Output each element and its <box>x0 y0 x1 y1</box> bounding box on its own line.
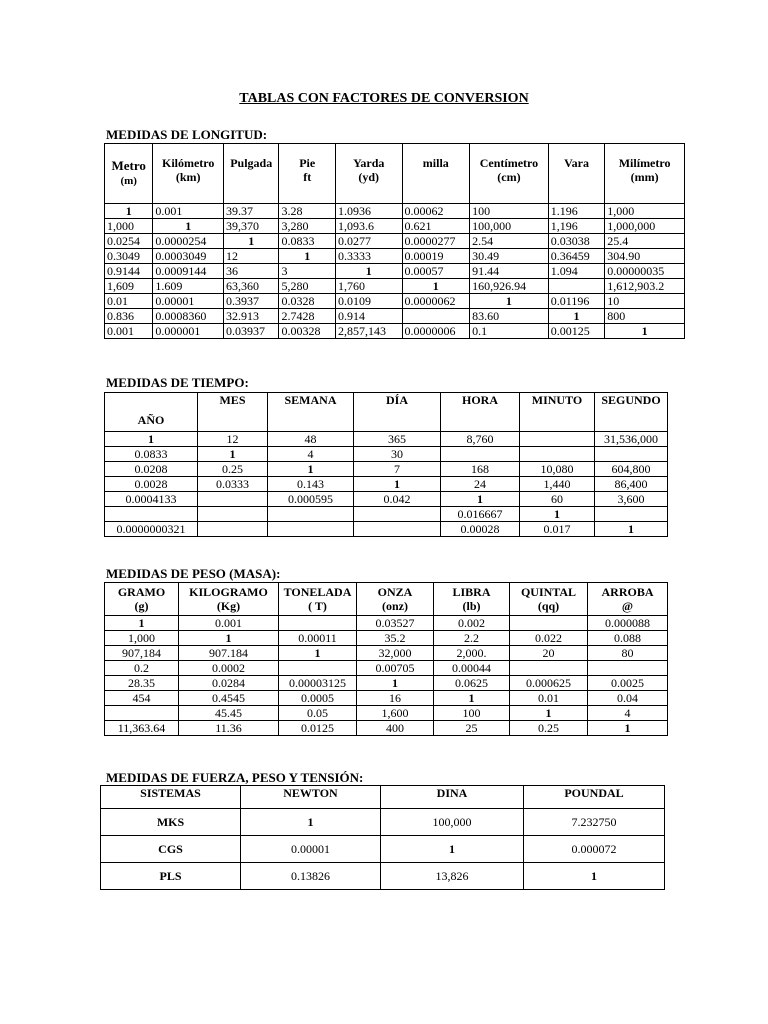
table-cell: 1 <box>335 264 402 279</box>
table-cell: 1 <box>548 309 604 324</box>
header-unit: (lb) <box>462 599 481 613</box>
table-row <box>105 234 685 249</box>
section-tiempo-title: MEDIDAS DE TIEMPO: <box>106 375 249 390</box>
table-cell: 5,280 <box>279 279 335 294</box>
table-cell: 0.0333 <box>198 477 268 492</box>
header-cell <box>153 144 224 204</box>
table-cell: 168 <box>441 462 520 477</box>
table-cell: 0.0125 <box>279 721 357 736</box>
table-cell: 39.37 <box>224 204 279 219</box>
table-cell: 0.9144 <box>105 264 153 279</box>
table-cell: 0.0000277 <box>402 234 470 249</box>
table-cell: 25 <box>434 721 510 736</box>
table-cell: 83.60 <box>470 309 549 324</box>
table-cell <box>548 279 604 294</box>
table-cell: 1 <box>520 507 595 522</box>
table-cell: 0.621 <box>402 219 470 234</box>
table-cell: 1,000,000 <box>605 219 685 234</box>
table-cell: 2.2 <box>434 631 510 646</box>
table-cell: 1,093.6 <box>335 219 402 234</box>
table-cell: 0.914 <box>335 309 402 324</box>
table-cell <box>402 309 470 324</box>
header-label: Metro <box>111 158 146 173</box>
table-tiempo <box>104 392 668 537</box>
table-cell: 0.0000254 <box>153 234 224 249</box>
table-cell: 63,360 <box>224 279 279 294</box>
table-cell: 7 <box>354 462 441 477</box>
table-cell: 0.25 <box>510 721 588 736</box>
table-cell: 1 <box>402 279 470 294</box>
header-label: Kilómetro <box>161 156 215 170</box>
table-cell: 1 <box>105 432 198 447</box>
table-cell <box>520 432 595 447</box>
table-cell: 10 <box>605 294 685 309</box>
table-cell <box>268 522 354 537</box>
header-cell: MINUTO <box>520 393 595 432</box>
table-cell: 11.36 <box>179 721 279 736</box>
header-cell: SEGUNDO <box>595 393 668 432</box>
table-row <box>101 809 665 836</box>
table-cell: 3,280 <box>279 219 335 234</box>
table-cell: 0.836 <box>105 309 153 324</box>
table-cell: 1 <box>595 522 668 537</box>
table-cell: 0.016667 <box>441 507 520 522</box>
table-cell <box>510 616 588 631</box>
table-cell: 13,826 <box>381 863 524 890</box>
table-cell: 0.017 <box>520 522 595 537</box>
table-cell: 1,000 <box>105 219 153 234</box>
table-cell: 0.000625 <box>510 676 588 691</box>
table-cell: 1 <box>524 863 665 890</box>
table-cell: 0.001 <box>153 204 224 219</box>
header-cell <box>279 144 335 204</box>
table-cell: 36 <box>224 264 279 279</box>
table-cell: 30.49 <box>470 249 549 264</box>
table-cell: 0.0625 <box>434 676 510 691</box>
header-cell <box>434 583 510 616</box>
table-cell: 12 <box>224 249 279 264</box>
table-cell: 35.2 <box>357 631 434 646</box>
table-fuerza <box>100 785 665 890</box>
table-cell: 48 <box>268 432 354 447</box>
table-cell: 1 <box>241 809 381 836</box>
header-unit: (mm) <box>630 170 659 184</box>
table-cell: 0.001 <box>179 616 279 631</box>
table-cell: 0.13826 <box>241 863 381 890</box>
header-unit: (onz) <box>382 599 408 613</box>
table-cell: 3.28 <box>279 204 335 219</box>
table-cell: 100,000 <box>470 219 549 234</box>
table-cell: 0.1 <box>470 324 549 339</box>
header-cell <box>224 144 279 204</box>
table-cell: 1 <box>381 836 524 863</box>
section-fuerza-title: MEDIDAS DE FUERZA, PESO Y TENSIÓN: <box>106 770 364 785</box>
header-unit: ( T) <box>308 599 327 613</box>
header-cell <box>279 583 357 616</box>
table-cell: 7.232750 <box>524 809 665 836</box>
table-cell: 0.0277 <box>335 234 402 249</box>
table-cell <box>588 661 668 676</box>
table-cell: 91.44 <box>470 264 549 279</box>
table-cell: 86,400 <box>595 477 668 492</box>
table-cell: 20 <box>510 646 588 661</box>
table-cell: 8,760 <box>441 432 520 447</box>
table-cell: 0.01 <box>510 691 588 706</box>
header-label: Milímetro <box>618 156 671 170</box>
table-cell: 0.01196 <box>548 294 604 309</box>
table-cell: 1 <box>354 477 441 492</box>
table-cell: MKS <box>101 809 241 836</box>
table-cell: 365 <box>354 432 441 447</box>
table-cell: 45.45 <box>179 706 279 721</box>
table-cell: 0.05 <box>279 706 357 721</box>
table-cell: 0.03527 <box>357 616 434 631</box>
header-cell <box>402 144 470 204</box>
table-cell: 1 <box>224 234 279 249</box>
table-cell: 304.90 <box>605 249 685 264</box>
table-cell: 1.094 <box>548 264 604 279</box>
table-cell: 3 <box>279 264 335 279</box>
table-cell: 1 <box>434 691 510 706</box>
table-cell: 11,363.64 <box>105 721 179 736</box>
page-title: TABLAS CON FACTORES DE CONVERSION <box>239 91 529 106</box>
table-cell: 25.4 <box>605 234 685 249</box>
table-cell: 0.00001 <box>153 294 224 309</box>
header-label: Pulgada <box>230 156 273 170</box>
header-label: GRAMO <box>117 585 166 599</box>
table-row <box>105 432 668 447</box>
header-cell: MES <box>198 393 268 432</box>
header-cell: POUNDAL <box>524 786 665 809</box>
table-cell: 100 <box>470 204 549 219</box>
table-cell <box>520 447 595 462</box>
table-row <box>105 279 685 294</box>
table-cell: 1,196 <box>548 219 604 234</box>
table-cell: 0.0833 <box>279 234 335 249</box>
table-row <box>105 204 685 219</box>
table-row <box>105 249 685 264</box>
table-cell: 1 <box>105 204 153 219</box>
table-row <box>105 721 668 736</box>
table-cell: 604,800 <box>595 462 668 477</box>
table-cell: 1 <box>357 676 434 691</box>
header-label: ARROBA <box>601 585 654 599</box>
table-cell: 1 <box>279 646 357 661</box>
table-cell: 0.0002 <box>179 661 279 676</box>
table-cell: 907.184 <box>179 646 279 661</box>
table-longitud <box>104 143 685 339</box>
table-cell: 1 <box>605 324 685 339</box>
header-cell: DÍA <box>354 393 441 432</box>
table-cell: 100,000 <box>381 809 524 836</box>
table-row <box>105 646 668 661</box>
table-cell: 0.0004133 <box>105 492 198 507</box>
table-row <box>105 522 668 537</box>
table-cell: 0.00044 <box>434 661 510 676</box>
header-cell <box>548 144 604 204</box>
table-cell: 12 <box>198 432 268 447</box>
table-cell: 4 <box>588 706 668 721</box>
table-cell <box>595 507 668 522</box>
table-cell: 0.2 <box>105 661 179 676</box>
table-cell: 39,370 <box>224 219 279 234</box>
table-cell: 0.04 <box>588 691 668 706</box>
table-cell: 0.01 <box>105 294 153 309</box>
table-cell: 0.0008360 <box>153 309 224 324</box>
table-cell: 1,609 <box>105 279 153 294</box>
table-cell: 2.54 <box>470 234 549 249</box>
table-cell: 0.00028 <box>441 522 520 537</box>
table-cell <box>198 507 268 522</box>
table-row <box>105 661 668 676</box>
header-cell <box>105 583 179 616</box>
table-cell: 32,000 <box>357 646 434 661</box>
table-cell: 0.000072 <box>524 836 665 863</box>
header-cell: DINA <box>381 786 524 809</box>
header-unit: ft <box>303 170 312 184</box>
header-cell: AÑO <box>105 393 198 432</box>
table-cell <box>198 492 268 507</box>
header-cell <box>510 583 588 616</box>
table-cell: 0.03038 <box>548 234 604 249</box>
header-label: TONELADA <box>283 585 352 599</box>
table-cell: 0.0000000321 <box>105 522 198 537</box>
table-cell: 0.0003049 <box>153 249 224 264</box>
table-cell: 0.0284 <box>179 676 279 691</box>
table-cell: 0.00057 <box>402 264 470 279</box>
table-cell: 28.35 <box>105 676 179 691</box>
table-cell: 0.0109 <box>335 294 402 309</box>
table-cell: 2.7428 <box>279 309 335 324</box>
header-label: Centímetro <box>479 156 539 170</box>
table-cell <box>354 507 441 522</box>
table-cell: 30 <box>354 447 441 462</box>
table-row <box>105 676 668 691</box>
table-cell: 0.0208 <box>105 462 198 477</box>
table-cell: 1 <box>179 631 279 646</box>
header-label: milla <box>422 156 449 170</box>
table-cell: 0.00062 <box>402 204 470 219</box>
table-cell: 800 <box>605 309 685 324</box>
table-cell: CGS <box>101 836 241 863</box>
table-row <box>105 324 685 339</box>
table-cell: 1 <box>198 447 268 462</box>
table-cell: 1.609 <box>153 279 224 294</box>
table-cell: 0.143 <box>268 477 354 492</box>
table-cell: 3,600 <box>595 492 668 507</box>
table-cell <box>279 616 357 631</box>
table-cell <box>105 507 198 522</box>
table-row <box>105 462 668 477</box>
header-unit: (g) <box>134 599 149 613</box>
table-cell: 0.0028 <box>105 477 198 492</box>
header-cell <box>588 583 668 616</box>
table-row <box>105 631 668 646</box>
table-cell <box>354 522 441 537</box>
table-cell: 1 <box>105 616 179 631</box>
table-cell: 0.3937 <box>224 294 279 309</box>
table-cell: 160,926.94 <box>470 279 549 294</box>
table-cell: 0.00003125 <box>279 676 357 691</box>
table-cell: 1,000 <box>605 204 685 219</box>
table-cell: 24 <box>441 477 520 492</box>
section-longitud-title: MEDIDAS DE LONGITUD: <box>106 127 268 142</box>
table-cell: 60 <box>520 492 595 507</box>
table-cell: 0.0000006 <box>402 324 470 339</box>
table-cell <box>198 522 268 537</box>
header-cell <box>179 583 279 616</box>
header-label: KILOGRAMO <box>189 585 268 599</box>
table-row <box>105 219 685 234</box>
table-cell: 0.4545 <box>179 691 279 706</box>
table-row <box>105 706 668 721</box>
header-cell: SISTEMAS <box>101 786 241 809</box>
table-row <box>105 294 685 309</box>
table-cell: 2,857,143 <box>335 324 402 339</box>
table-cell: 1,600 <box>357 706 434 721</box>
table-cell: 1 <box>588 721 668 736</box>
table-cell: 1,440 <box>520 477 595 492</box>
table-cell: 0.0009144 <box>153 264 224 279</box>
table-cell: 0.022 <box>510 631 588 646</box>
table-row <box>105 264 685 279</box>
header-unit: (Kg) <box>216 599 241 613</box>
header-cell: HORA <box>441 393 520 432</box>
header-label: Vara <box>564 156 589 170</box>
header-cell <box>605 144 685 204</box>
table-cell <box>268 507 354 522</box>
table-cell: 0.00000035 <box>605 264 685 279</box>
table-cell: 1 <box>279 249 335 264</box>
header-unit: (m) <box>120 175 137 187</box>
table-row <box>105 477 668 492</box>
table-row <box>101 836 665 863</box>
table-cell: 0.0833 <box>105 447 198 462</box>
table-cell: 1.0936 <box>335 204 402 219</box>
table-cell: 4 <box>268 447 354 462</box>
table-cell: 1,000 <box>105 631 179 646</box>
header-label: Yarda <box>353 156 385 170</box>
table-cell: 0.0005 <box>279 691 357 706</box>
header-label: QUINTAL <box>520 585 577 599</box>
table-row <box>105 492 668 507</box>
table-cell: 0.042 <box>354 492 441 507</box>
table-row <box>101 863 665 890</box>
table-cell <box>279 661 357 676</box>
table-cell: 31,536,000 <box>595 432 668 447</box>
table-cell: 0.00125 <box>548 324 604 339</box>
table-cell: 907,184 <box>105 646 179 661</box>
table-row <box>105 309 685 324</box>
table-cell: PLS <box>101 863 241 890</box>
table-cell: 0.088 <box>588 631 668 646</box>
header-unit: @ <box>621 599 634 613</box>
table-cell: 1 <box>470 294 549 309</box>
table-cell: 0.00019 <box>402 249 470 264</box>
section-peso-title: MEDIDAS DE PESO (MASA): <box>106 566 281 581</box>
table-cell: 1.196 <box>548 204 604 219</box>
table-row <box>105 616 668 631</box>
table-cell: 10,080 <box>520 462 595 477</box>
header-cell <box>470 144 549 204</box>
header-cell <box>105 144 153 204</box>
header-cell: NEWTON <box>241 786 381 809</box>
table-cell: 1,760 <box>335 279 402 294</box>
table-peso <box>104 582 668 736</box>
table-row <box>105 447 668 462</box>
table-cell: 16 <box>357 691 434 706</box>
header-label: ONZA <box>377 585 413 599</box>
table-cell: 80 <box>588 646 668 661</box>
table-cell: 1,612,903.2 <box>605 279 685 294</box>
table-cell: 0.0254 <box>105 234 153 249</box>
table-cell: 1 <box>441 492 520 507</box>
table-cell: 0.00328 <box>279 324 335 339</box>
table-cell: 2,000. <box>434 646 510 661</box>
table-cell: 32.913 <box>224 309 279 324</box>
header-cell: SEMANA <box>268 393 354 432</box>
table-cell: 0.36459 <box>548 249 604 264</box>
table-cell <box>441 447 520 462</box>
table-cell <box>105 706 179 721</box>
table-cell: 0.03937 <box>224 324 279 339</box>
header-unit: (km) <box>175 170 201 184</box>
table-cell: 0.25 <box>198 462 268 477</box>
table-cell: 0.3049 <box>105 249 153 264</box>
header-cell <box>357 583 434 616</box>
table-cell: 400 <box>357 721 434 736</box>
table-cell: 0.002 <box>434 616 510 631</box>
header-label: LIBRA <box>452 585 491 599</box>
table-cell: 0.00705 <box>357 661 434 676</box>
header-cell <box>335 144 402 204</box>
table-cell: 454 <box>105 691 179 706</box>
header-unit: (yd) <box>358 170 380 184</box>
table-row <box>105 691 668 706</box>
table-cell <box>595 447 668 462</box>
table-cell: 0.3333 <box>335 249 402 264</box>
table-cell: 0.000001 <box>153 324 224 339</box>
table-cell: 0.000595 <box>268 492 354 507</box>
table-cell: 0.0000062 <box>402 294 470 309</box>
table-cell: 1 <box>153 219 224 234</box>
header-unit: (qq) <box>537 599 560 613</box>
table-cell: 0.00011 <box>279 631 357 646</box>
table-cell: 0.000088 <box>588 616 668 631</box>
table-cell: 0.00001 <box>241 836 381 863</box>
header-unit: (cm) <box>497 170 521 184</box>
table-cell: 0.001 <box>105 324 153 339</box>
table-cell: 1 <box>510 706 588 721</box>
table-cell <box>510 661 588 676</box>
table-row <box>105 507 668 522</box>
table-cell: 0.0025 <box>588 676 668 691</box>
table-cell: 0.0328 <box>279 294 335 309</box>
table-cell: 1 <box>268 462 354 477</box>
header-label: Pie <box>299 156 316 170</box>
table-cell: 100 <box>434 706 510 721</box>
